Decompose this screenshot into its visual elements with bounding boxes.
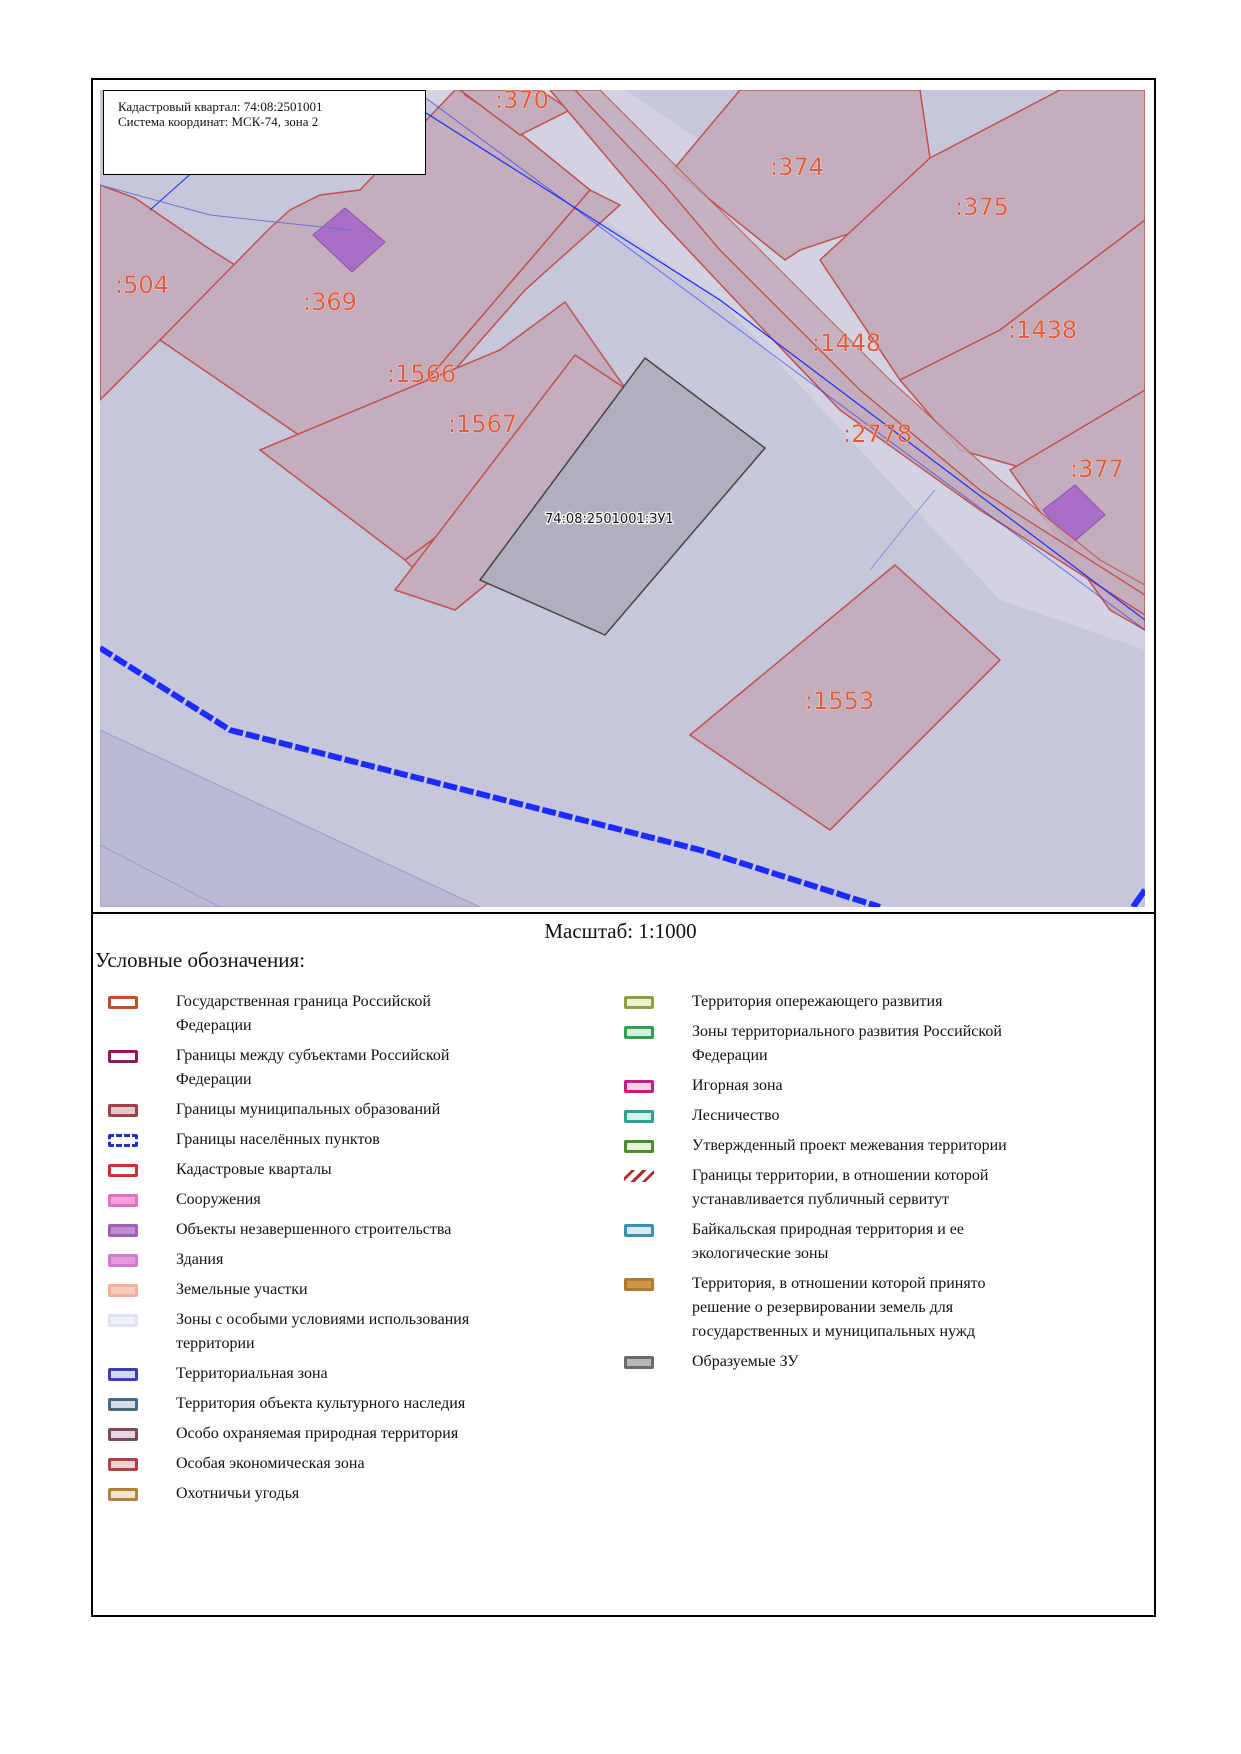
legend-swatch	[108, 1254, 138, 1267]
parcel-label: :370	[495, 90, 549, 114]
legend-title: Условные обозначения:	[95, 948, 306, 972]
legend-swatch	[108, 1398, 138, 1411]
legend-swatch	[108, 1050, 138, 1063]
legend-label: Утвержденный проект межевания территории	[692, 1137, 1007, 1154]
legend-item	[624, 1272, 1044, 1344]
legend-item	[108, 1098, 508, 1122]
info-box	[103, 90, 426, 175]
map-divider	[91, 912, 1156, 914]
legend-item	[624, 1164, 1044, 1212]
new-parcel-label: 74:08:2501001:ЗУ1	[545, 512, 674, 527]
legend-label: Государственная граница Российской Федерации	[176, 993, 431, 1034]
legend-label: Охотничьи угодья	[176, 1485, 300, 1502]
legend-label: Лесничество	[692, 1107, 780, 1124]
parcel-label: :369	[303, 288, 357, 316]
coordinate-system: Система координат: МСК-74, зона 2	[118, 114, 319, 129]
legend-label: Земельные участки	[176, 1281, 308, 1298]
legend-label: Границы населённых пунктов	[176, 1131, 380, 1148]
legend-label: Особая экономическая зона	[176, 1455, 365, 1472]
legend-swatch	[108, 1428, 138, 1441]
legend-item	[624, 1350, 1044, 1374]
parcel-label: :1438	[1008, 316, 1078, 344]
legend-item	[108, 1248, 508, 1272]
legend-item	[108, 1452, 508, 1476]
legend-swatch	[624, 1224, 654, 1237]
parcel-label: :377	[1070, 455, 1124, 483]
parcel-label: :2778	[843, 420, 913, 448]
legend-item	[108, 1218, 508, 1242]
legend-swatch	[624, 1278, 654, 1291]
legend-label: Зоны с особыми условиями использования территории	[176, 1311, 470, 1352]
legend-label: Здания	[176, 1251, 224, 1268]
legend-item	[108, 1158, 508, 1182]
legend-swatch	[108, 996, 138, 1009]
parcel-label: :504	[115, 271, 169, 299]
legend-item	[624, 1218, 1044, 1266]
legend-item	[624, 990, 1044, 1014]
legend-item	[624, 1020, 1044, 1068]
legend-swatch	[624, 1170, 654, 1182]
legend-item	[108, 1128, 508, 1152]
legend-swatch	[624, 1110, 654, 1123]
legend-label: Границы между субъектами Российской Федерации	[176, 1047, 450, 1088]
legend-label: Территория опережающего развития	[692, 993, 943, 1010]
legend-label: Кадастровые кварталы	[176, 1161, 332, 1178]
legend-swatch	[108, 1194, 138, 1207]
legend-label: Зоны территориального развития Российской Федерации	[692, 1023, 1002, 1064]
legend-swatch	[108, 1224, 138, 1237]
legend-label: Особо охраняемая природная территория	[176, 1425, 459, 1442]
legend-label: Территория объекта культурного наследия	[176, 1395, 466, 1412]
legend-item	[108, 1362, 508, 1386]
legend-label: Объекты незавершенного строительства	[176, 1221, 452, 1238]
legend-item	[108, 1044, 508, 1092]
legend-label: Территориальная зона	[176, 1365, 328, 1382]
legend-item	[108, 1422, 508, 1446]
parcel-label: :1448	[812, 329, 882, 357]
parcel-label: :1553	[805, 687, 875, 715]
legend-right-column	[624, 990, 1044, 1380]
legend-item	[108, 1308, 508, 1356]
legend-swatch	[108, 1104, 138, 1117]
legend-item	[108, 1392, 508, 1416]
legend-item	[108, 990, 508, 1038]
legend-swatch	[624, 1356, 654, 1369]
legend-label: Байкальская природная территория и ее экологические зоны	[692, 1221, 964, 1262]
legend-item	[624, 1104, 1044, 1128]
legend-swatch	[624, 1140, 654, 1153]
legend-label: Границы муниципальных образований	[176, 1101, 441, 1118]
legend-item	[108, 1188, 508, 1212]
legend-item	[624, 1074, 1044, 1098]
map-canvas[interactable]	[100, 90, 1145, 907]
legend-swatch	[108, 1314, 138, 1327]
legend-swatch	[108, 1164, 138, 1177]
legend-label: Образуемые ЗУ	[692, 1353, 799, 1370]
legend-swatch	[624, 1080, 654, 1093]
parcel-label: :374	[770, 153, 824, 181]
legend-item	[108, 1482, 508, 1506]
legend-swatch	[624, 1026, 654, 1039]
legend-item	[108, 1278, 508, 1302]
legend-swatch	[108, 1284, 138, 1297]
legend-label: Игорная зона	[692, 1077, 783, 1094]
parcel-label: :1566	[387, 360, 457, 388]
legend-swatch	[108, 1134, 138, 1147]
parcel-label: :375	[955, 193, 1009, 221]
map-view[interactable]	[100, 90, 1145, 907]
legend-swatch	[108, 1368, 138, 1381]
legend-swatch	[108, 1458, 138, 1471]
legend-swatch	[624, 996, 654, 1009]
legend-swatch	[108, 1488, 138, 1501]
legend-label: Границы территории, в отношении которой устанавливается публичный сервитут	[692, 1167, 989, 1208]
legend-label: Сооружения	[176, 1191, 261, 1208]
scale-label: Масштаб: 1:1000	[544, 919, 697, 943]
legend-item	[624, 1134, 1044, 1158]
parcel-label: :1567	[448, 410, 518, 438]
legend-label: Территория, в отношении которой принято решение о резервировании земель для государственных и муниципальных нужд	[692, 1275, 986, 1340]
legend-left-column	[108, 990, 508, 1512]
cadastral-quarter: Кадастровый квартал: 74:08:2501001	[118, 99, 323, 114]
